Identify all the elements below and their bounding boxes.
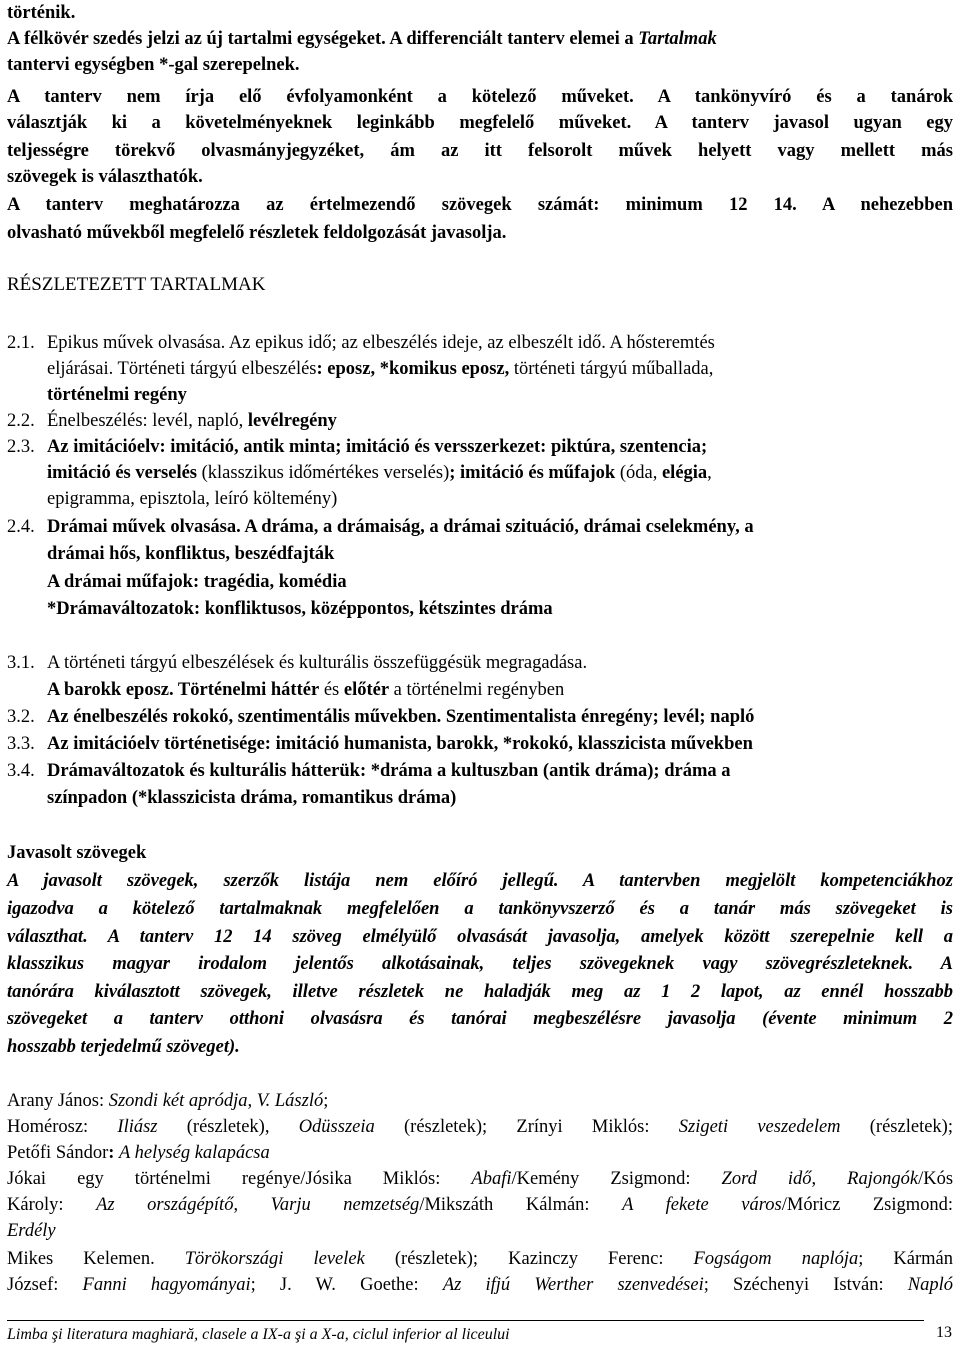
reading-entry [7, 1248, 953, 1270]
section-number: 2.1. [7, 333, 35, 353]
text-italic: Szigeti veszedelem [678, 1117, 841, 1137]
suggested-line: A javasolt szövegek, szerzők listája nem előíró jellegű. A tantervben megjelölt kompetenciákhoz [7, 871, 953, 891]
section-3-2 [7, 706, 754, 728]
text-italic: Szondi két apródja, V. László [108, 1091, 324, 1111]
reading-entry [7, 1090, 328, 1112]
reading-entry [7, 1194, 953, 1216]
text-italic: Iliász [117, 1117, 158, 1137]
text: ; J. W. Goethe: [250, 1275, 443, 1295]
intro-line: szövegek is választhatók. [7, 167, 203, 187]
text-bold: Drámai művek olvasása. A dráma, a drámaiság, a drámai szituáció, drámai cselekmény, a [47, 517, 754, 537]
page-number: 13 [936, 1324, 952, 1341]
text-bold: : [108, 1143, 120, 1163]
text: József: [7, 1275, 83, 1295]
section-3-4 [7, 760, 730, 782]
suggested-line: hosszabb terjedelmű szöveget). [7, 1037, 240, 1057]
intro-line [7, 28, 717, 50]
text: és [319, 680, 344, 700]
text: (részletek); Kazinczy Ferenc: [364, 1249, 694, 1269]
text-italic: Az országépítő [96, 1195, 234, 1215]
section-number: 2.2. [7, 411, 35, 431]
reading-entry: Erdély [7, 1221, 56, 1241]
footer-text: Limba şi literatura maghiară, clasele a IX-a şi a X-a, ciclul inferior al liceului [7, 1326, 510, 1343]
section-text: Epikus művek olvasása. Az epikus idő; az elbeszélés ideje, az elbeszélt idő. A hősteremtés [47, 333, 715, 353]
section-2-3 [7, 436, 707, 458]
section-3-4-line: színpadon (*klasszicista dráma, romantikus dráma) [47, 788, 457, 808]
text-italic: Zord idő [721, 1169, 812, 1189]
intro-text: A félkövér szedés jelzi az új tartalmi egységeket. A differenciált tanterv elemei a [7, 29, 639, 49]
reading-entry [7, 1168, 953, 1190]
intro-line: választják ki a követelményeknek leginkább megfelelő műveket. A tanterv javasol ugyan egy [7, 113, 953, 133]
section-number: 3.4. [7, 761, 35, 781]
section-2-1-line: történelmi regény [47, 385, 187, 405]
text-bold: : eposz, *komikus eposz, [316, 359, 510, 379]
text: ; Kármán [858, 1249, 953, 1269]
section-3-1-line [47, 679, 564, 701]
intro-line: tantervi egységben *-gal szerepelnek. [7, 55, 300, 75]
section-2-4 [7, 516, 754, 538]
text-bold: Az énelbeszélés rokokó, szentimentális művekben. Szentimentalista énregény; levél; napló [47, 707, 755, 727]
footer-divider [7, 1320, 924, 1321]
suggested-line: szövegeket a tanterv otthoni olvasásra és tanórai megbeszélésre javasolja (évente minimum 2 [7, 1009, 953, 1029]
section-2-3-line: epigramma, episztola, leíró költemény) [47, 489, 338, 509]
section-2-4-line: A drámai műfajok: tragédia, komédia [47, 572, 347, 592]
intro-line: olvasható művekből megfelelő részletek feldolgozását javasolja. [7, 223, 507, 243]
text-bold: ; imitáció és műfajok [449, 463, 616, 483]
section-2-3-line [47, 462, 712, 484]
text: Arany János: [7, 1091, 109, 1111]
text-italic: A fekete város [622, 1195, 782, 1215]
text: (részletek); [840, 1117, 953, 1137]
text: A történeti tárgyú elbeszélések és kulturális összefüggésük megragadása. [47, 653, 588, 673]
text-bold: imitáció és verselés [47, 463, 197, 483]
reading-entry [7, 1142, 270, 1164]
text-bold: elégia [661, 463, 708, 483]
text-italic: Törökországi levelek [184, 1249, 365, 1269]
text-italic: Odüsszeia [298, 1117, 375, 1137]
text-bold: A barokk eposz. Történelmi háttér [47, 680, 320, 700]
section-2-4-line: drámai hős, konfliktus, beszédfajták [47, 544, 335, 564]
intro-line: történik. [7, 3, 76, 23]
text: , [811, 1169, 848, 1189]
text: (klasszikus időmértékes verselés) [197, 463, 450, 483]
text-italic: Napló [907, 1275, 954, 1295]
text: a történelmi regényben [389, 680, 565, 700]
section-number: 3.1. [7, 653, 35, 673]
text-bold: Az imitációelv történetisége: imitáció humanista, barokk, *rokokó, klasszicista művekben [47, 734, 753, 754]
text-bold: Az imitációelv: imitáció, antik minta; imitáció és versszerkezet: piktúra, szentencia; [47, 437, 708, 457]
text-bold: Drámaváltozatok és kulturális hátterük: *dráma a kultuszban (antik dráma); dráma a [47, 761, 731, 781]
section-2-1 [7, 332, 715, 354]
text: (részletek); Zrínyi Miklós: [374, 1117, 679, 1137]
text-bold: levélregény [247, 411, 337, 431]
text: (óda, [615, 463, 662, 483]
text: ; Széchenyi István: [703, 1275, 908, 1295]
section-2-1-line [47, 358, 713, 380]
section-number: 2.3. [7, 437, 35, 457]
text: történeti tárgyú műballada, [509, 359, 714, 379]
text-italic: A helység kalapácsa [119, 1143, 270, 1163]
text: /Mikszáth Kálmán: [419, 1195, 623, 1215]
text-italic: Az ifjú Werther szenvedései [442, 1275, 704, 1295]
intro-line: teljességre törekvő olvasmányjegyzéket, ám az itt felsorolt művek helyett vagy mellett más [7, 141, 953, 161]
text: , [707, 463, 712, 483]
section-3-1 [7, 652, 587, 674]
suggested-line: választhat. A tanterv 12 14 szöveg elmélyülő olvasását javasolja, amelyek között szerepelnie kell a [7, 927, 953, 947]
section-number: 3.3. [7, 734, 35, 754]
intro-italic: Tartalmak [638, 29, 717, 49]
text: /Móricz Zsigmond: [781, 1195, 954, 1215]
text: (részletek), [157, 1117, 299, 1137]
text-bold: előtér [343, 680, 390, 700]
text: Énelbeszélés: levél, napló, [47, 411, 248, 431]
text: /Kemény Zsigmond: [511, 1169, 722, 1189]
text: Jókai egy történelmi regénye/Jósika Miklós: [7, 1169, 472, 1189]
text: Homérosz: [7, 1117, 118, 1137]
suggested-line: klasszikus magyar irodalom jelentős alkotásainak, teljes szövegeknek vagy szövegrészleteknek. A [7, 954, 953, 974]
text-italic: Varju nemzetség [270, 1195, 420, 1215]
text: Petőfi Sándor [7, 1143, 109, 1163]
suggested-line: igazodva a kötelező tartalmaknak megfelelően a tankönyvszerző és a tanár más szövegeket is [7, 899, 953, 919]
text: , [233, 1195, 271, 1215]
intro-line: A tanterv meghatározza az értelmezendő szövegek számát: minimum 12 14. A nehezebben [7, 195, 953, 215]
text-italic: Fanni hagyományai [82, 1275, 251, 1295]
intro-line: A tanterv nem írja elő évfolyamonként a kötelező műveket. A tankönyvíró és a tanárok [7, 87, 953, 107]
text: Mikes Kelemen. [7, 1249, 185, 1269]
text-italic: Abafi [471, 1169, 512, 1189]
suggested-line: tanórára kiválasztott szövegek, illetve részletek ne haladják meg az 1 2 lapot, az ennél hosszabb [7, 982, 953, 1002]
text: eljárásai. Történeti tárgyú elbeszélés [47, 359, 317, 379]
section-number: 2.4. [7, 517, 35, 537]
reading-entry [7, 1274, 953, 1296]
suggested-texts-title: Javasolt szövegek [7, 843, 147, 863]
section-2-4-line: *Drámaváltozatok: konfliktusos, középpontos, kétszintes dráma [47, 599, 553, 619]
text-italic: Fogságom naplója [693, 1249, 859, 1269]
section-3-3 [7, 733, 753, 755]
text: Károly: [7, 1195, 97, 1215]
section-heading: RÉSZLETEZETT TARTALMAK [7, 274, 266, 295]
reading-entry [7, 1116, 953, 1138]
text: /Kós [918, 1169, 954, 1189]
text: ; [323, 1091, 329, 1111]
text-italic: Rajongók [847, 1169, 919, 1189]
section-2-2 [7, 410, 337, 432]
section-number: 3.2. [7, 707, 35, 727]
